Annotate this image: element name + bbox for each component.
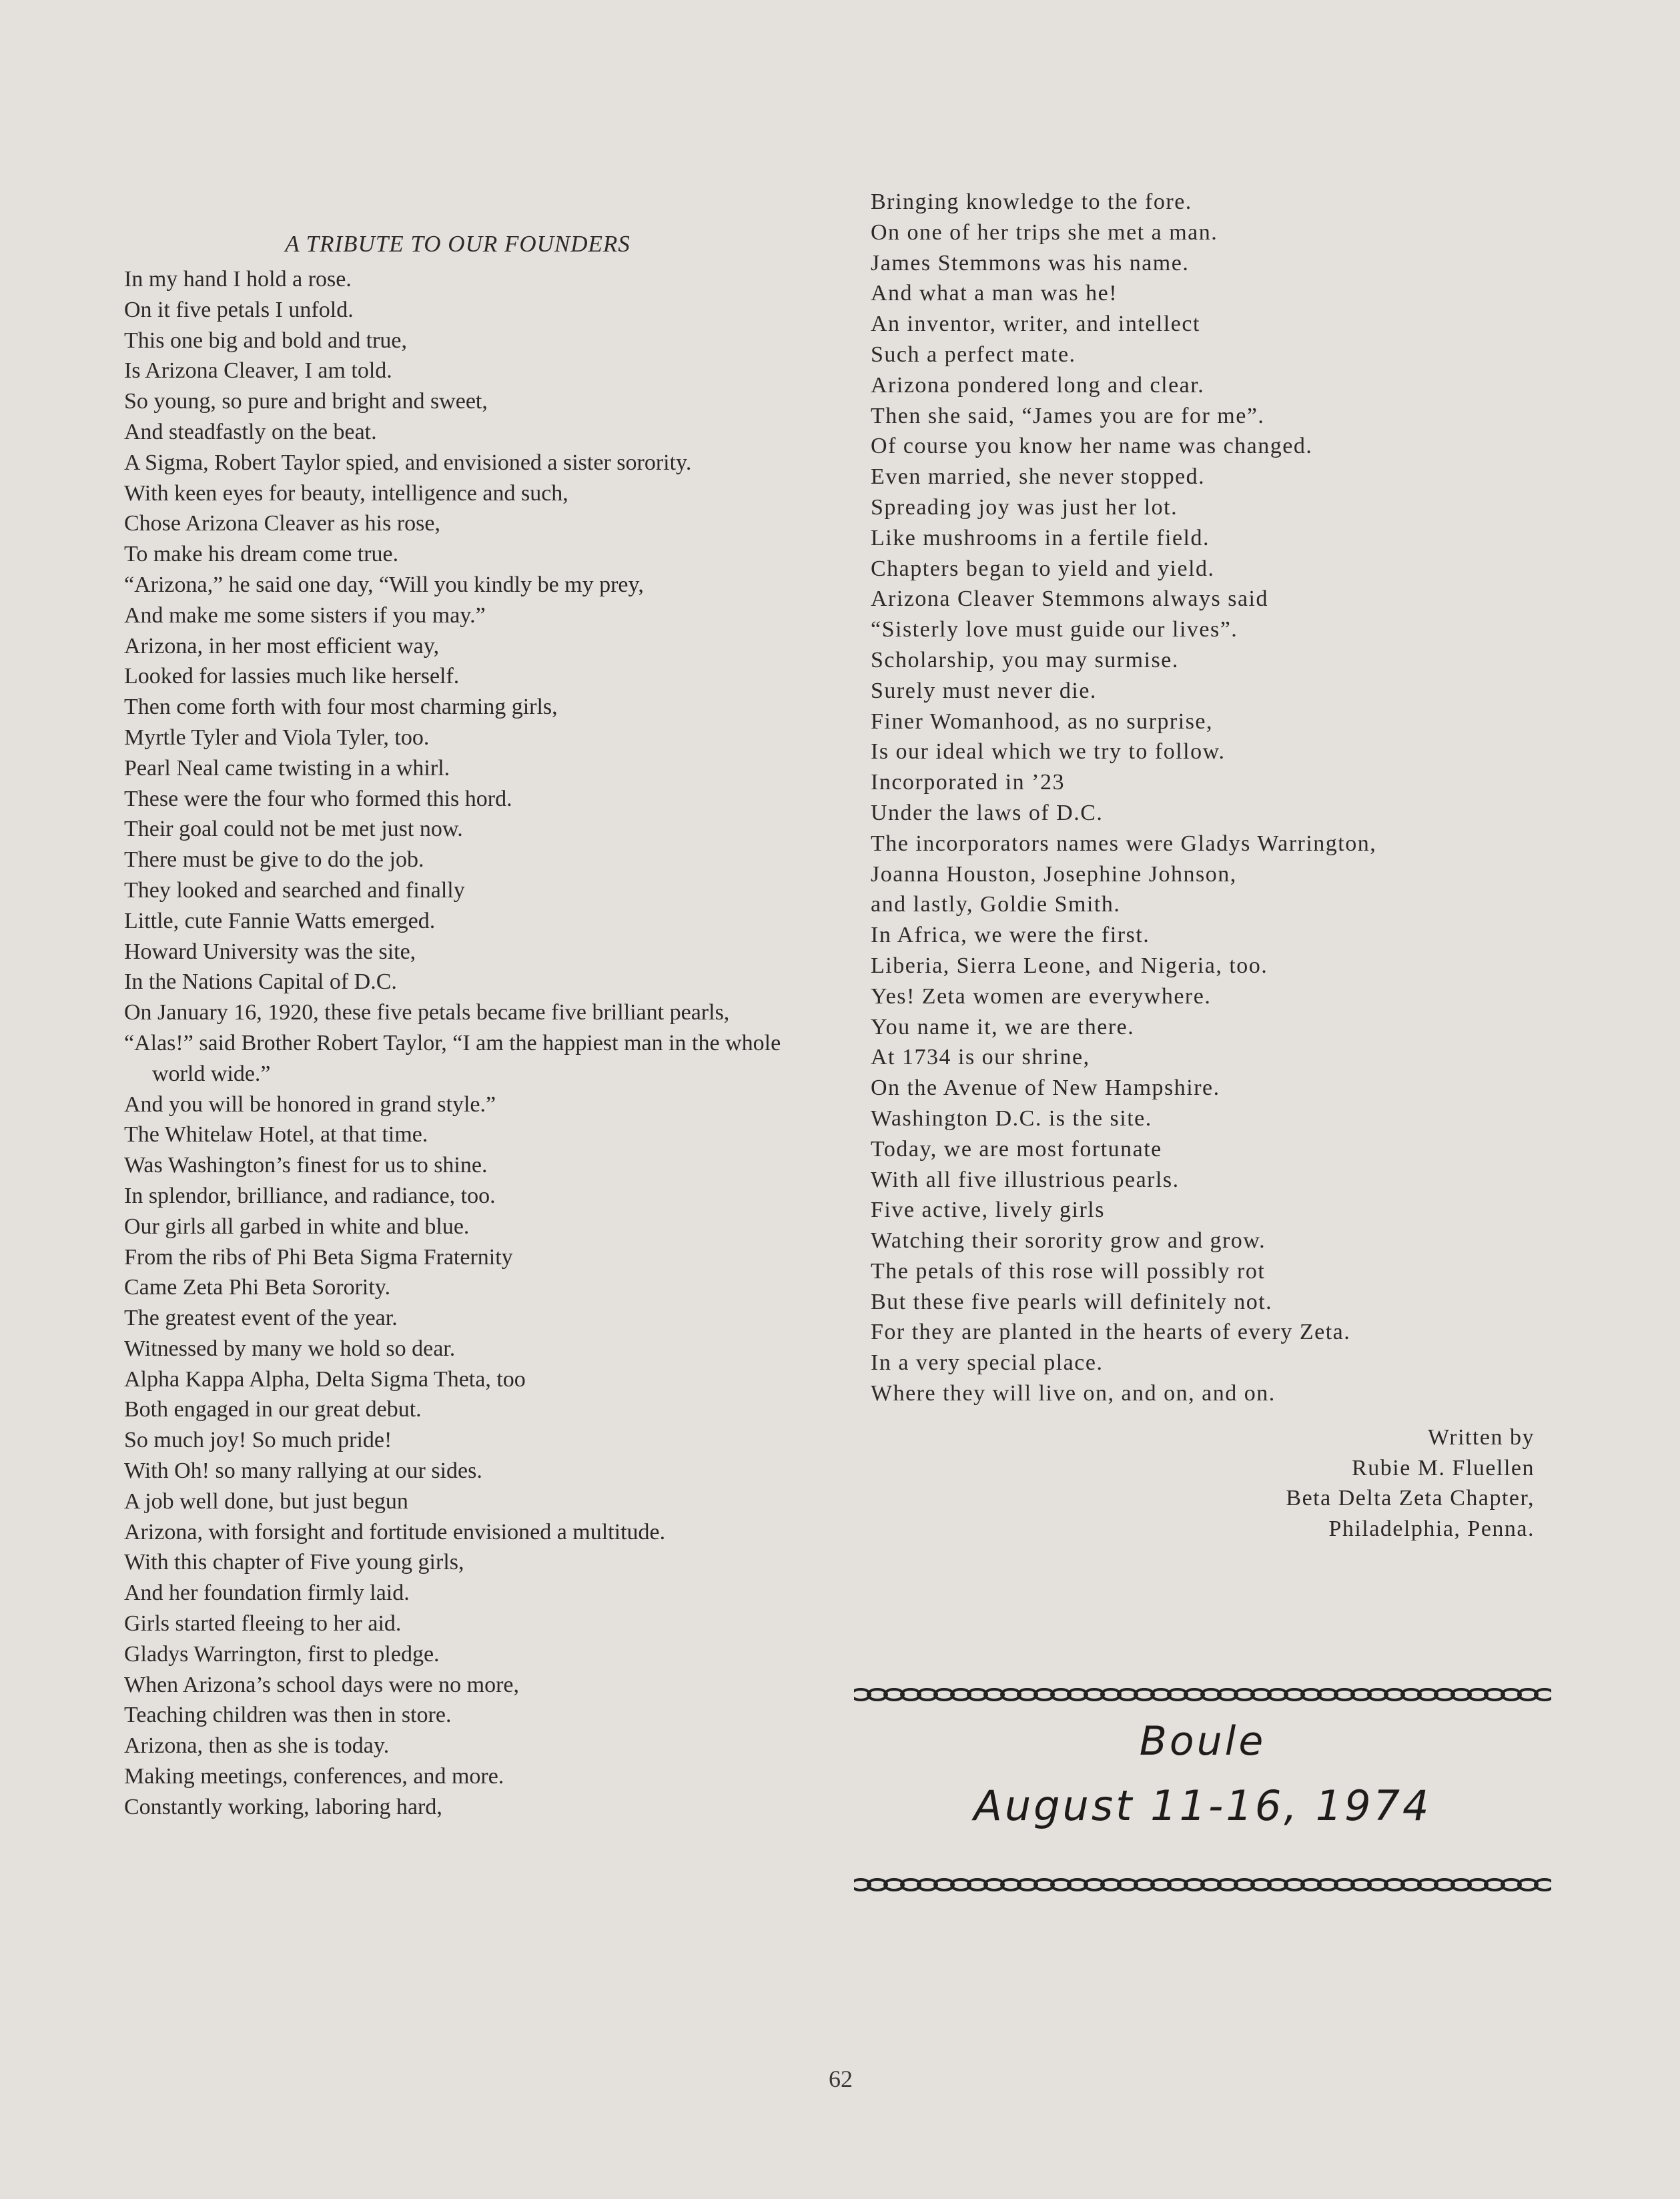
poem-line: An inventor, writer, and intellect xyxy=(871,312,1200,337)
poem-line: Chose Arizona Cleaver as his rose, xyxy=(124,511,440,536)
poem-line: Scholarship, you may surmise. xyxy=(871,647,1179,673)
poem-line: Looked for lassies much like herself. xyxy=(124,664,460,689)
poem-line: On it five petals I unfold. xyxy=(124,297,354,322)
poem-line: This one big and bold and true, xyxy=(124,328,407,353)
poem-line: “Alas!” said Brother Robert Taylor, “I am the happiest man in the whole world wide.” xyxy=(124,1030,781,1086)
poem-line: Is our ideal which we try to follow. xyxy=(871,739,1226,765)
poem-line: In my hand I hold a rose. xyxy=(124,267,352,292)
poem-line: So young, so pure and bright and sweet, xyxy=(124,389,488,414)
poem-line: A Sigma, Robert Taylor spied, and envisioned a sister sorority. xyxy=(124,450,692,475)
poem-line: Arizona Cleaver Stemmons always said xyxy=(871,586,1268,612)
poem-line: and lastly, Goldie Smith. xyxy=(871,892,1121,917)
poem-line: Finer Womanhood, as no surprise, xyxy=(871,709,1214,734)
poem-line: Girls started fleeing to her aid. xyxy=(124,1611,402,1637)
poem-line: “Arizona,” he said one day, “Will you kindly be my prey, xyxy=(124,572,644,597)
author-signature xyxy=(871,1422,1538,1545)
poem-line: Arizona, in her most efficient way, xyxy=(124,633,440,658)
poem-line: Is Arizona Cleaver, I am told. xyxy=(124,358,392,384)
poem-line: With all five illustrious pearls. xyxy=(871,1167,1180,1192)
poem-line: From the ribs of Phi Beta Sigma Fraternity xyxy=(124,1244,513,1270)
poem-line: So much joy! So much pride! xyxy=(124,1428,392,1453)
poem-line: Washington D.C. is the site. xyxy=(871,1106,1152,1131)
poem-line: Incorporated in ’23 xyxy=(871,770,1065,795)
page-number: 62 xyxy=(829,2066,853,2092)
poem-left-column xyxy=(124,231,811,1823)
poem-left-lines xyxy=(124,264,811,1823)
boule-dates: August 11-16, 1974 xyxy=(973,1781,1432,1830)
poem-line: Howard University was the site, xyxy=(124,939,416,964)
poem-line: The Whitelaw Hotel, at that time. xyxy=(124,1122,428,1148)
poem-line: Gladys Warrington, first to pledge. xyxy=(124,1641,440,1667)
poem-line: Our girls all garbed in white and blue. xyxy=(124,1214,470,1239)
poem-line: They looked and searched and finally xyxy=(124,877,465,903)
poem-line: The greatest event of the year. xyxy=(124,1306,398,1331)
poem-line: And her foundation firmly laid. xyxy=(124,1581,410,1606)
poem-line: To make his dream come true. xyxy=(124,542,399,567)
poem-line: On the Avenue of New Hampshire. xyxy=(871,1075,1220,1101)
poem-line: Came Zeta Phi Beta Sorority. xyxy=(124,1275,391,1300)
poem-line: Spreading joy was just her lot. xyxy=(871,494,1178,520)
poem-line: And what a man was he! xyxy=(871,281,1118,306)
signature-city: Philadelphia, Penna. xyxy=(1328,1516,1535,1542)
poem-line: Then come forth with four most charming girls, xyxy=(124,695,558,720)
poem-line: When Arizona’s school days were no more, xyxy=(124,1672,519,1697)
poem-line: On January 16, 1920, these five petals became five brilliant pearls, xyxy=(124,1000,730,1025)
poem-line: Joanna Houston, Josephine Johnson, xyxy=(871,861,1237,887)
poem-line: Alpha Kappa Alpha, Delta Sigma Theta, too xyxy=(124,1366,526,1392)
poem-line: Yes! Zeta women are everywhere. xyxy=(871,983,1212,1009)
poem-line: For they are planted in the hearts of every Zeta. xyxy=(871,1320,1351,1345)
poem-line: In Africa, we were the first. xyxy=(871,923,1150,948)
poem-line: Chapters began to yield and yield. xyxy=(871,556,1215,581)
poem-line: On one of her trips she met a man. xyxy=(871,219,1218,245)
poem-line: Like mushrooms in a fertile field. xyxy=(871,525,1210,550)
poem-line: And steadfastly on the beat. xyxy=(124,419,377,444)
signature-written-by: Written by xyxy=(1428,1424,1535,1450)
poem-line: Today, we are most fortunate xyxy=(871,1136,1162,1162)
poem-right-column xyxy=(871,187,1538,1545)
chain-border-top xyxy=(854,1685,1551,1705)
poem-line: You name it, we are there. xyxy=(871,1014,1135,1039)
poem-line: Myrtle Tyler and Viola Tyler, too. xyxy=(124,725,430,750)
poem-line: Arizona, then as she is today. xyxy=(124,1733,390,1759)
poem-line: Bringing knowledge to the fore. xyxy=(871,189,1192,214)
poem-line: Making meetings, conferences, and more. xyxy=(124,1764,504,1789)
poem-line: Watching their sorority grow and grow. xyxy=(871,1228,1266,1254)
poem-line: The petals of this rose will possibly rot xyxy=(871,1258,1266,1284)
poem-line: And make me some sisters if you may.” xyxy=(124,602,486,628)
poem-title: A TRIBUTE TO OUR FOUNDERS xyxy=(285,231,631,257)
poem-line: In splendor, brilliance, and radiance, too. xyxy=(124,1183,496,1208)
poem-line: The incorporators names were Gladys Warrington, xyxy=(871,831,1377,856)
poem-line: “Sisterly love must guide our lives”. xyxy=(871,617,1238,642)
poem-line: Of course you know her name was changed. xyxy=(871,434,1313,459)
chain-border-bottom xyxy=(854,1875,1551,1895)
poem-line: Then she said, “James you are for me”. xyxy=(871,403,1265,428)
poem-line: Teaching children was then in store. xyxy=(124,1703,452,1728)
poem-line: Witnessed by many we hold so dear. xyxy=(124,1336,456,1361)
poem-line: Both engaged in our great debut. xyxy=(124,1397,422,1422)
poem-line: A job well done, but just begun xyxy=(124,1488,408,1514)
poem-line: Constantly working, laboring hard, xyxy=(124,1794,442,1819)
poem-line: And you will be honored in grand style.” xyxy=(124,1091,496,1117)
signature-chapter: Beta Delta Zeta Chapter, xyxy=(1286,1486,1535,1511)
poem-line: Under the laws of D.C. xyxy=(871,800,1104,825)
poem-line: With Oh! so many rallying at our sides. xyxy=(124,1458,482,1484)
poem-line: Little, cute Fannie Watts emerged. xyxy=(124,908,436,933)
poem-line: With keen eyes for beauty, intelligence and such, xyxy=(124,480,568,506)
poem-line: These were the four who formed this hord. xyxy=(124,786,512,811)
poem-line: Their goal could not be met just now. xyxy=(124,817,463,842)
boule-title: Boule xyxy=(1139,1718,1266,1765)
poem-line: Arizona, with forsight and fortitude envisioned a multitude. xyxy=(124,1519,666,1545)
poem-line: In the Nations Capital of D.C. xyxy=(124,969,397,995)
poem-line: Was Washington’s finest for us to shine. xyxy=(124,1153,488,1178)
poem-line: There must be give to do the job. xyxy=(124,847,424,873)
poem-line: Surely must never die. xyxy=(871,678,1097,703)
poem-right-lines xyxy=(871,187,1538,1409)
poem-line: Pearl Neal came twisting in a whirl. xyxy=(124,755,450,781)
signature-author-name: Rubie M. Fluellen xyxy=(1352,1455,1535,1480)
poem-line: In a very special place. xyxy=(871,1350,1104,1376)
poem-line: Even married, she never stopped. xyxy=(871,464,1206,490)
poem-line: Five active, lively girls xyxy=(871,1198,1105,1223)
poem-line: At 1734 is our shrine, xyxy=(871,1045,1090,1070)
poem-line: Arizona pondered long and clear. xyxy=(871,372,1205,398)
poem-line: With this chapter of Five young girls, xyxy=(124,1550,464,1575)
poem-line: Where they will live on, and on, and on. xyxy=(871,1381,1276,1406)
poem-line: But these five pearls will definitely not. xyxy=(871,1289,1273,1314)
poem-line: Such a perfect mate. xyxy=(871,342,1076,367)
poem-line: Liberia, Sierra Leone, and Nigeria, too. xyxy=(871,953,1268,978)
poem-line: James Stemmons was his name. xyxy=(871,250,1190,276)
